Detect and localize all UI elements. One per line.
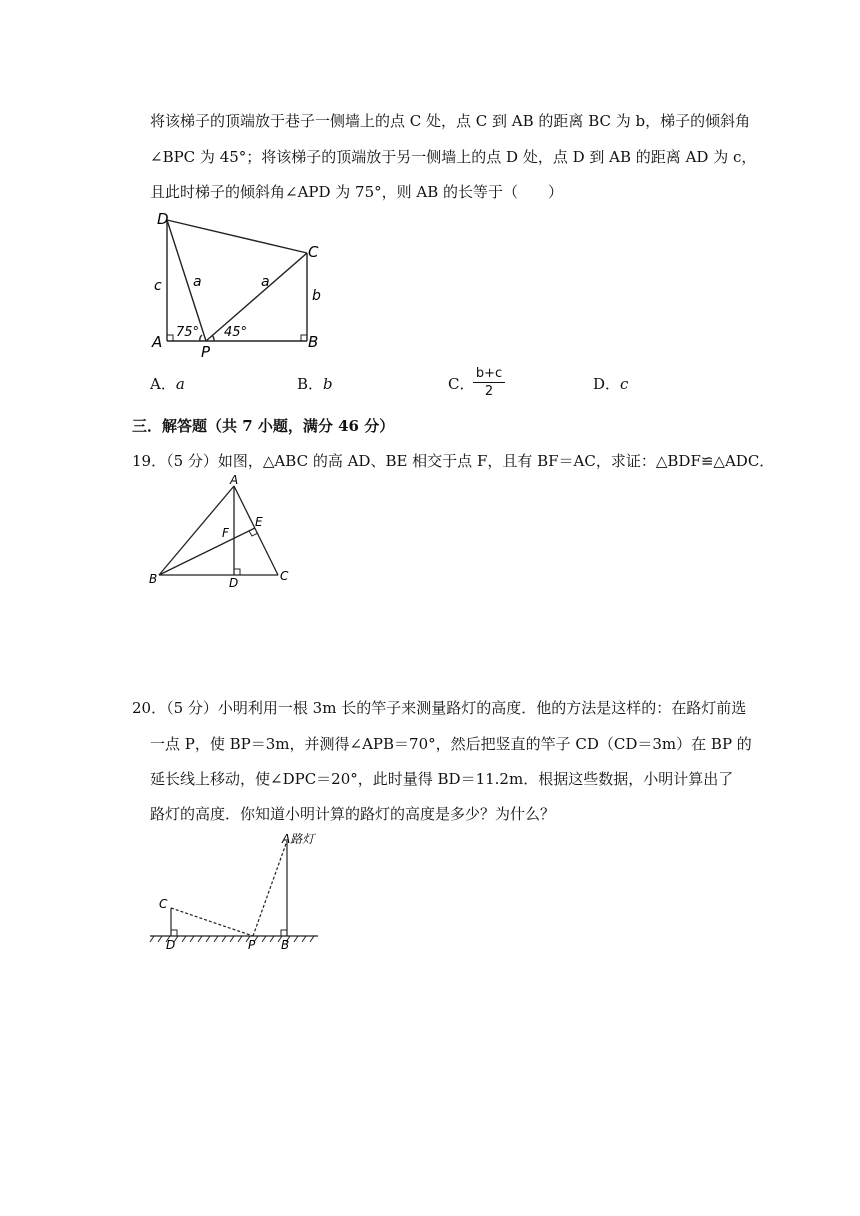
option-a-label: A． [150, 375, 176, 393]
q20-line-3: 延长线上移动，使∠DPC＝20°，此时量得 BD＝11.2m．根据这些数据，小明计算出了 [150, 770, 734, 788]
q18-option-c-fraction [471, 366, 507, 399]
fig19-label-a: A [230, 474, 239, 487]
fraction-bar [473, 382, 505, 383]
q18-line-1: 将该梯子的顶端放于巷子一侧墙上的点 C 处，点 C 到 AB 的距离 BC 为 b，梯子的倾斜角 [150, 112, 751, 130]
fig18-side-a-left: a [193, 274, 202, 290]
fig18-label-d: D [157, 210, 169, 228]
option-d-label: D． [593, 375, 621, 393]
fig19-label-b: B [149, 572, 158, 586]
q18-option-d [593, 374, 628, 394]
q18-line-3: 且此时梯子的倾斜角∠APD 为 75°，则 AB 的长等于（ ） [150, 183, 564, 201]
q18-line-2: ∠BPC 为 45°；将该梯子的顶端放于另一侧墙上的点 D 处，点 D 到 AB 的距离 AD 为 c， [150, 148, 757, 166]
q18-option-c-label: C． [448, 375, 475, 393]
q18-option-b [297, 374, 333, 394]
fig20-label-d: D [166, 938, 176, 952]
fig19-label-e: E [255, 515, 263, 529]
option-a-value: a [175, 375, 185, 393]
fig18-label-p: P [201, 343, 211, 358]
fig18-label-c: C [308, 243, 319, 261]
q18-ladder-figure [140, 208, 340, 358]
fig20-label-p: P [248, 938, 256, 952]
fig19-label-d: D [229, 576, 239, 590]
fig20-label-lamp: A路灯 [282, 832, 315, 846]
fig20-label-c: C [159, 897, 168, 911]
option-b-label: B． [297, 375, 324, 393]
q20-line-1: 20．（5 分）小明利用一根 3m 长的竿子来测量路灯的高度．他的方法是这样的：在路灯前选 [132, 699, 747, 717]
fraction-numerator: b+c [475, 366, 503, 381]
fraction-denominator: 2 [484, 384, 494, 399]
q19-triangle-figure [140, 474, 300, 590]
fig19-label-c: C [280, 569, 289, 583]
option-d-value: c [620, 375, 629, 393]
section-heading: 三．解答题（共 7 小题，满分 46 分） [132, 417, 395, 435]
q20-streetlamp-figure [140, 826, 330, 954]
fig19-label-f: F [222, 526, 229, 540]
fig18-label-b: B [308, 333, 319, 351]
fig18-side-b: b [312, 288, 321, 304]
q20-line-4: 路灯的高度．你知道小明计算的路灯的高度是多少？为什么？ [150, 805, 556, 823]
q18-option-a [150, 374, 185, 394]
q20-line-2: 一点 P，使 BP＝3m，并测得∠APB＝70°，然后把竖直的竿子 CD（CD＝3m）在 BP 的 [150, 735, 752, 753]
fig18-side-a-right: a [261, 274, 270, 290]
fig18-angle-75: 75° [176, 325, 200, 340]
fig18-angle-45: 45° [224, 325, 248, 340]
fig20-label-b: B [281, 938, 290, 952]
q19-text: 19．（5 分）如图，△ABC 的高 AD、BE 相交于点 F，且有 BF＝AC，求证：△BDF≌△ADC． [132, 452, 775, 470]
option-b-value: b [323, 375, 333, 393]
fig18-label-a: A [152, 333, 163, 351]
fig18-side-c: c [154, 278, 162, 294]
